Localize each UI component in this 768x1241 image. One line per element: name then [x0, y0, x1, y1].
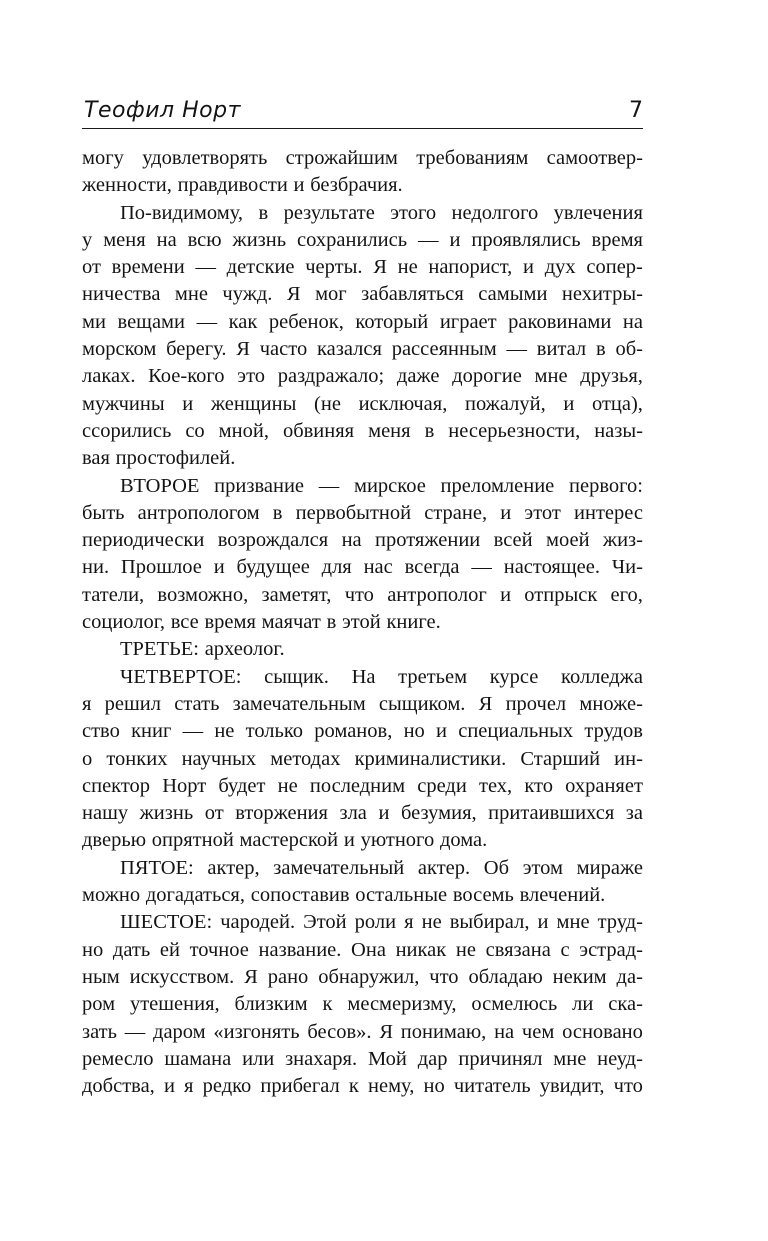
text-line: ВТОРОЕ призвание — мирское преломление первого:	[120, 474, 643, 497]
text-line: быть антропологом в первобытной стране, и этот интерес	[82, 501, 643, 524]
text-line: ным искусством. Я рано обнаружил, что обладаю неким да-	[82, 965, 643, 988]
text-line: ШЕСТОЕ: чародей. Этой роли я не выбирал, и мне труд-	[120, 911, 643, 934]
text-line: от времени — детские черты. Я не напорист, и дух сопер-	[82, 256, 643, 279]
text-line: татели, возможно, заметят, что антрополог и отпрыск его,	[82, 583, 643, 606]
text-line: спектор Норт будет не последним среди тех, кто охраняет	[82, 774, 643, 797]
text-line: могу удовлетворять строжайшим требованиям самоотвер-	[82, 147, 643, 169]
text-line: мужчины и женщины (не исключая, пожалуй, и отца),	[82, 392, 643, 415]
text-line: женности, правдивости и безбрачия.	[82, 174, 403, 197]
text-line: дверью опрятной мастерской и уютного дома.	[82, 829, 488, 852]
text-line: нашу жизнь от вторжения зла и безумия, притаившихся за	[82, 802, 643, 825]
text-line: ни. Прошлое и будущее для нас всегда — настоящее. Чи-	[82, 556, 643, 579]
text-line: По-видимому, в результате этого недолгого увлечения	[120, 201, 643, 224]
body-text	[82, 145, 643, 1100]
text-line: лаках. Кое-кого это раздражало; даже дорогие мне друзья,	[82, 365, 643, 388]
running-title: Теофил Норт	[84, 98, 241, 123]
text-line: ром утешения, близким к месмеризму, осмелюсь ли ска-	[82, 993, 643, 1016]
text-line: ссорились со мной, обвиняя меня в несерьезности, назы-	[82, 419, 643, 442]
text-line: добства, и я редко прибегал к нему, но читатель увидит, что	[82, 1075, 643, 1098]
paragraph	[82, 145, 643, 200]
text-line: ство книг — не только романов, но и специальных трудов	[82, 720, 643, 743]
text-line: ПЯТОЕ: актер, замечательный актер. Об этом мираже	[120, 856, 643, 879]
text-line: социолог, все время маячат в этой книге.	[82, 611, 441, 634]
page-number: 7	[629, 98, 643, 123]
text-line: ми вещами — как ребенок, который играет раковинами на	[82, 310, 643, 333]
text-line: но дать ей точное название. Она никак не связана с эстрад-	[82, 938, 643, 961]
paragraph	[82, 636, 643, 663]
text-line: можно догадаться, сопоставив остальные восемь влечений.	[82, 884, 606, 907]
text-line: морском берегу. Я часто казался рассеянным — витал в об-	[82, 338, 643, 361]
text-line: периодически возрождался на протяжении всей моей жиз-	[82, 529, 643, 552]
text-line: ничества мне чужд. Я мог забавляться самыми нехитры-	[82, 283, 643, 306]
text-line: ТРЕТЬЕ: археолог.	[120, 638, 285, 661]
text-line: о тонких научных методах криминалистики. Старший ин-	[82, 747, 643, 770]
text-line: вая простофилей.	[82, 447, 236, 470]
paragraph	[82, 200, 643, 473]
paragraph	[82, 473, 643, 637]
text-line: зать — даром «изгонять бесов». Я понимаю, на чем основано	[82, 1020, 643, 1043]
running-header	[82, 90, 643, 129]
text-line: у меня на всю жизнь сохранились — и проявлялись время	[82, 228, 643, 251]
paragraph	[82, 855, 643, 910]
paragraph	[82, 909, 643, 1100]
text-line: ЧЕТВЕРТОЕ: сыщик. На третьем курсе колледжа	[120, 665, 643, 688]
text-line: я решил стать замечательным сыщиком. Я прочел множе-	[82, 692, 643, 715]
text-line: ремесло шамана или знахаря. Мой дар причинял мне неуд-	[82, 1047, 643, 1070]
paragraph	[82, 664, 643, 855]
